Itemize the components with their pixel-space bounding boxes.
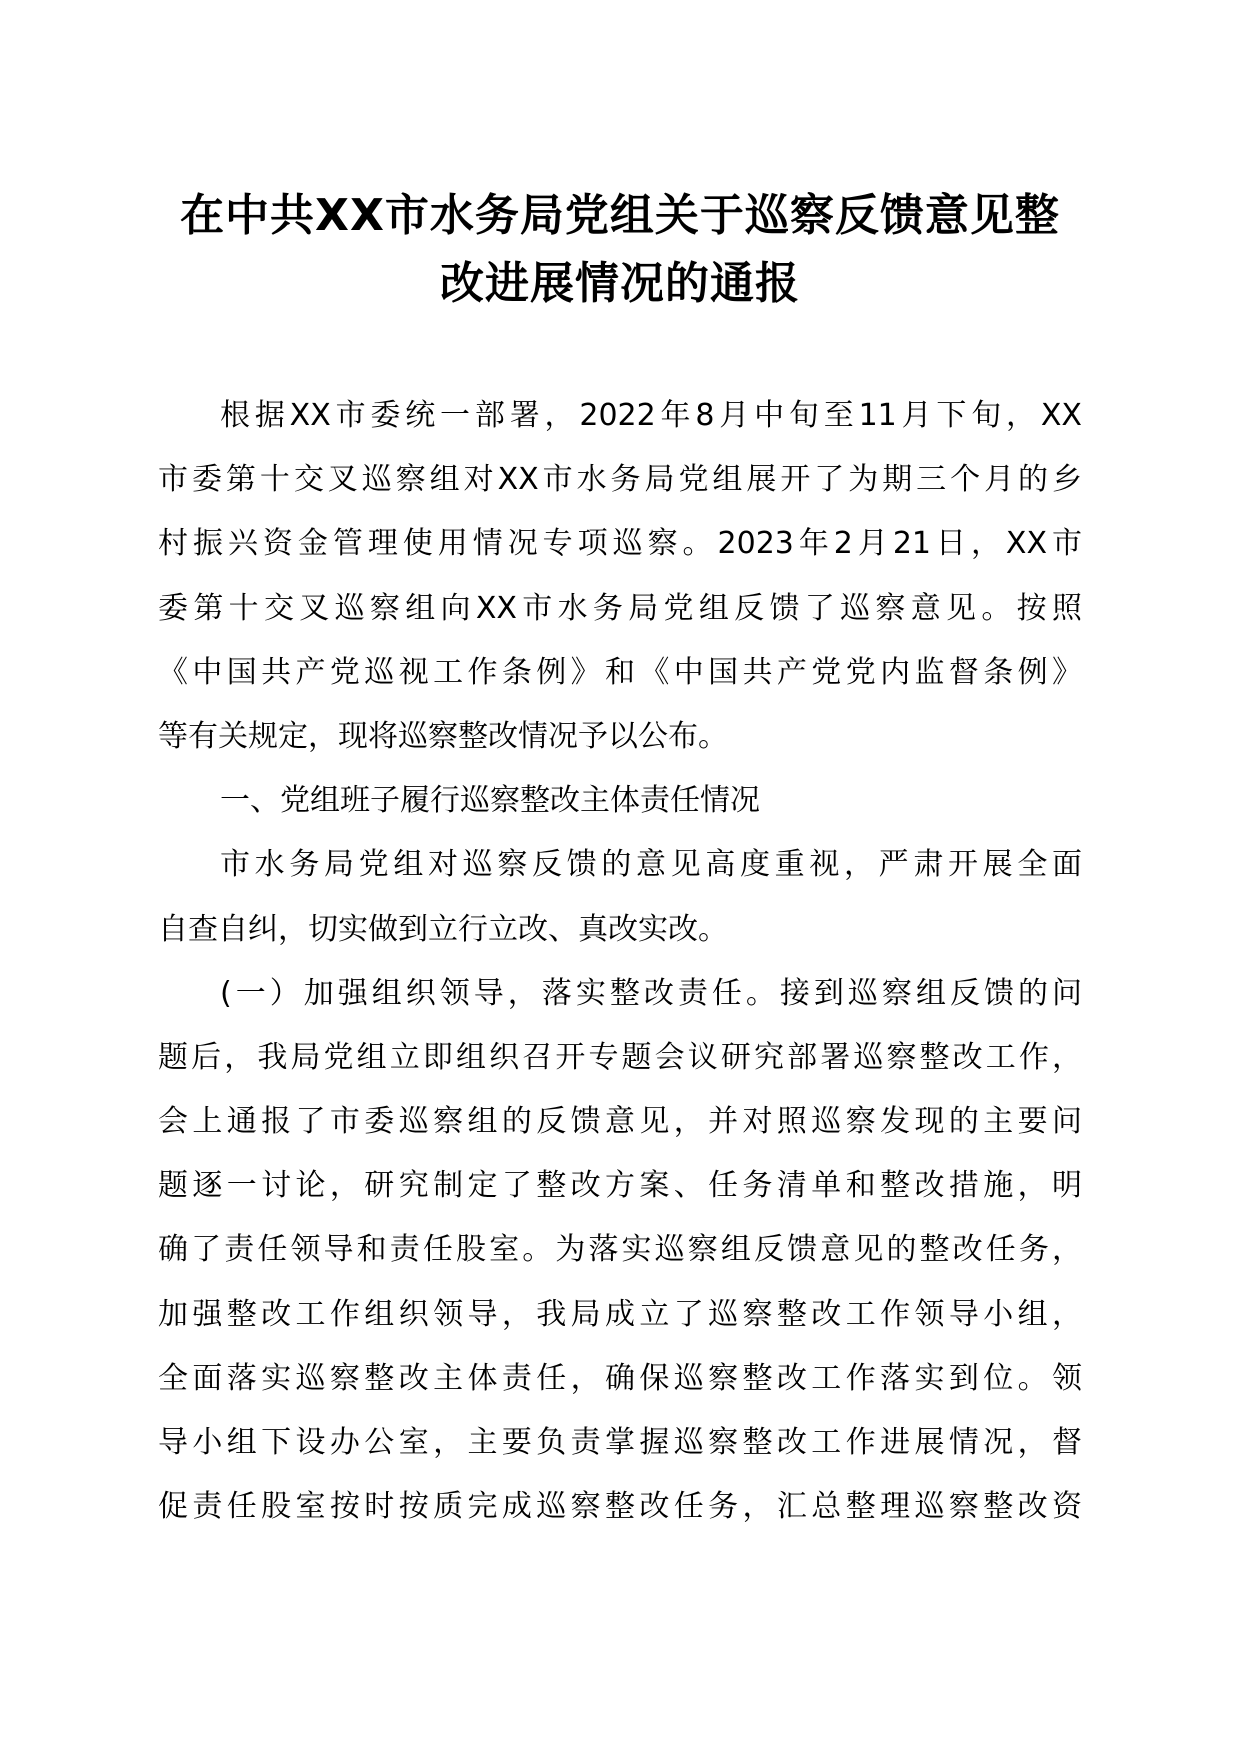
body-line: 等有关规定，现将巡察整改情况予以公布。 [158,718,728,754]
body-line: 题后，我局党组立即组织召开专题会议研究部署巡察整改工作， [158,1039,1082,1075]
body-line: 《中国共产党巡视工作条例》和《中国共产党党内监督条例》 [158,654,1082,690]
body-line: 市水务局党组对巡察反馈的意见高度重视，严肃开展全面 [220,847,1082,883]
body-line: 根据XX市委统一部署，2022年8月中旬至11月下旬，XX [220,398,1082,433]
body-line: 全面落实巡察整改主体责任，确保巡察整改工作落实到位。领 [158,1360,1082,1396]
body-line: 加强整改工作组织领导，我局成立了巡察整改工作领导小组， [158,1296,1082,1332]
document-title-line-2: 改进展情况的通报 [440,258,800,309]
body-line: 自查自纠，切实做到立行立改、真改实改。 [158,911,728,947]
body-line: 确了责任领导和责任股室。为落实巡察组反馈意见的整改任务， [158,1232,1082,1268]
section-heading: 一、党组班子履行巡察整改主体责任情况 [220,783,760,819]
body-line: 市委第十交叉巡察组对XX市水务局党组展开了为期三个月的乡 [158,462,1082,498]
body-line: 委第十交叉巡察组向XX市水务局党组反馈了巡察意见。按照 [158,590,1082,626]
body-line: 题逐一讨论，研究制定了整改方案、任务清单和整改措施，明 [158,1168,1082,1204]
body-line: 导小组下设办公室，主要负责掌握巡察整改工作进展情况，督 [158,1425,1082,1460]
body-line: 村振兴资金管理使用情况专项巡察。2023年2月21日，XX市 [158,526,1082,562]
body-line: 会上通报了市委巡察组的反馈意见，并对照巡察发现的主要问 [158,1104,1082,1140]
document-title-line-1: 在中共XX市水务局党组关于巡察反馈意见整 [180,190,1060,241]
document-body [158,384,1082,1539]
body-line: 促责任股室按时按质完成巡察整改任务，汇总整理巡察整改资 [158,1489,1082,1525]
body-line: (一）加强组织领导，落实整改责任。接到巡察组反馈的问 [220,975,1082,1011]
